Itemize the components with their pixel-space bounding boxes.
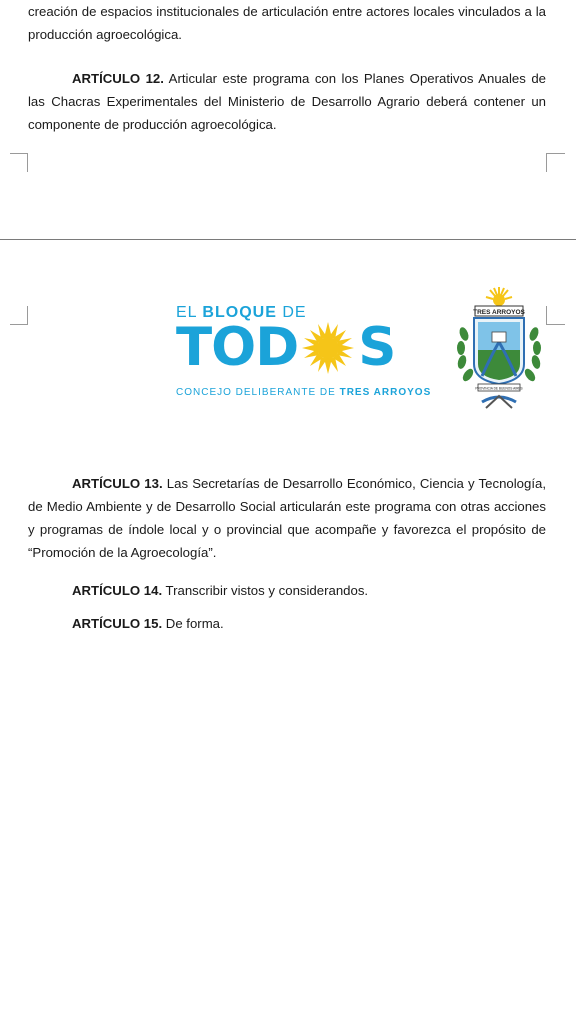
document-page-2 xyxy=(0,240,576,1024)
logo-top-suffix: DE xyxy=(276,304,307,321)
article-12 xyxy=(28,67,546,136)
crest-ribbon-text: PROVINCIA DE BUENOS AIRES xyxy=(475,386,523,391)
article-12-label: ARTÍCULO 12. xyxy=(72,71,164,86)
article-14-text: Transcribir vistos y considerandos. xyxy=(162,583,369,598)
paragraph-text: creación de espacios institucionales de articulación entre actores locales vinculados a la producción agroecológica. xyxy=(28,4,546,42)
article-13-text: Las Secretarías de Desarrollo Económico, Ciencia y Tecnología, de Medio Ambiente y de Desarrollo Social articularán este programa con otras acciones y programas de índole local y o provincial que acompañe y favorezca el propósito de “Promoción de la Agroecología”. xyxy=(28,476,546,560)
crop-mark-top-right xyxy=(546,153,565,172)
article-12-text: Articular este programa con los Planes Operativos Anuales de las Chacras Experimentales del Ministerio de Desarrollo Agrario deberá contener un componente de producción agroecológica. xyxy=(28,71,546,132)
article-14-label: ARTÍCULO 14. xyxy=(72,583,163,598)
article-15-text: De forma. xyxy=(162,616,224,631)
article-13-label: ARTÍCULO 13. xyxy=(72,476,163,491)
document-page-1 xyxy=(0,0,576,239)
article-14 xyxy=(28,579,546,602)
paragraph-continuation xyxy=(28,0,546,46)
article-15-label: ARTÍCULO 15. xyxy=(72,616,163,631)
article-15 xyxy=(28,612,546,635)
logo-wordmark-right: S xyxy=(358,317,396,378)
article-13 xyxy=(28,472,546,564)
logo-top-strong: BLOQUE xyxy=(202,304,277,321)
logo-wordmark-left: TOD xyxy=(176,317,299,378)
logo-sub-strong: TRES ARROYOS xyxy=(339,387,432,398)
logo-sub-prefix: CONCEJO DELIBERANTE DE xyxy=(176,387,340,398)
crest-label: TRES ARROYOS xyxy=(473,309,525,316)
logo-top-prefix: EL xyxy=(176,304,203,321)
crop-mark-top-left xyxy=(10,153,28,172)
